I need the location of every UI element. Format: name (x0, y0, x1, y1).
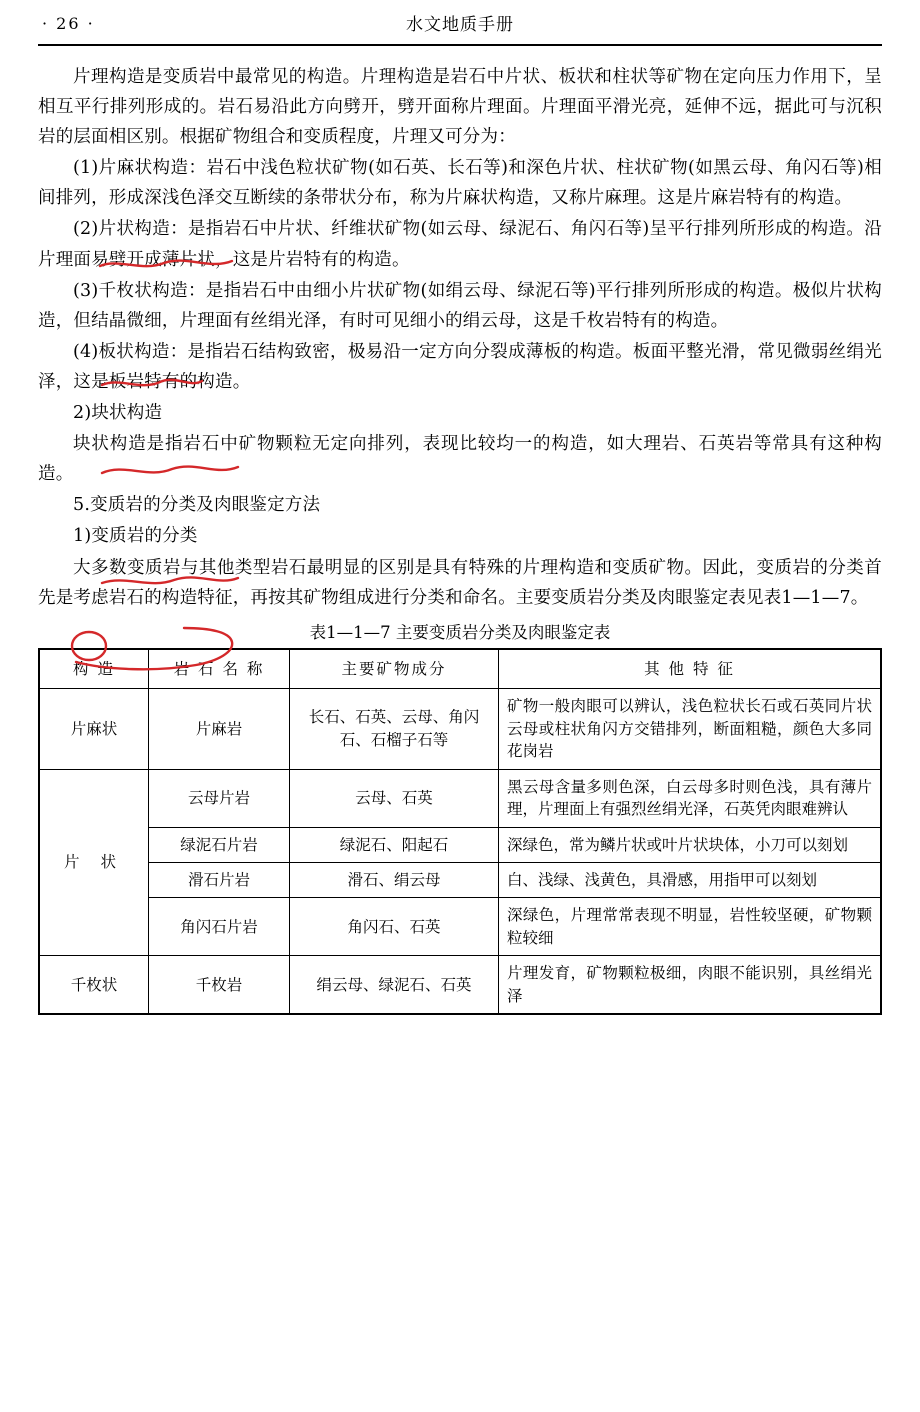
cell-rock-name: 滑石片岩 (149, 862, 290, 897)
header-divider (38, 44, 882, 46)
cell-rock-name: 角闪石片岩 (149, 898, 290, 956)
cell-features: 矿物一般肉眼可以辨认，浅色粒状长石或石英同片状云母或柱状角闪方交错排列，断面粗糙，颜色大多同花岗岩 (499, 689, 882, 769)
table-header-structure: 构 造 (39, 649, 149, 689)
table-row (39, 827, 881, 862)
metamorphic-rock-table (38, 648, 882, 1016)
cell-rock-name: 千枚岩 (149, 956, 290, 1014)
table-header-minerals: 主要矿物成分 (290, 649, 499, 689)
cell-minerals: 云母、石英 (290, 769, 499, 827)
cell-minerals: 角闪石、石英 (290, 898, 499, 956)
cell-minerals: 滑石、绢云母 (290, 862, 499, 897)
cell-minerals: 绢云母、绿泥石、石英 (290, 956, 499, 1014)
cell-structure: 片 状 (39, 769, 149, 956)
cell-rock-name: 绿泥石片岩 (149, 827, 290, 862)
table-row (39, 862, 881, 897)
cell-minerals: 长石、石英、云母、角闪石、石榴子石等 (290, 689, 499, 769)
paragraph-massive: 块状构造是指岩石中矿物颗粒无定向排列，表现比较均一的构造，如大理岩、石英岩等常具有这种构造。 (38, 434, 882, 485)
paragraph-classification-body: 大多数变质岩与其他类型岩石最明显的区别是具有特殊的片理构造和变质矿物。因此，变质岩的分类首先是考虑岩石的构造特征，再按其矿物组成进行分类和命名。主要变质岩分类及肉眼鉴定表见表1—1—7。 (38, 557, 882, 608)
paragraph-slaty: (4)板状构造：是指岩石结构致密，极易沿一定方向分裂成薄板的构造。板面平整光滑，常见微弱丝绢光泽，这是板岩特有的构造。 (38, 341, 882, 392)
heading-massive-structure: 2)块状构造 (73, 403, 163, 424)
cell-features: 黑云母含量多则色深，白云母多时则色浅，具有薄片理，片理面上有强烈丝绢光泽，石英凭肉眼难辨认 (499, 769, 882, 827)
paragraph-gneissic: (1)片麻状构造：岩石中浅色粒状矿物(如石英、长石等)和深色片状、柱状矿物(如黑云母、角闪石等)相间排列，形成深浅色泽交互断续的条带状分布，称为片麻状构造，又称片麻理。这是片麻岩特有的构造。 (38, 158, 882, 209)
cell-features: 白、浅绿、浅黄色，具滑感，用指甲可以刻划 (499, 862, 882, 897)
paragraph-phyllitic: (3)千枚状构造：是指岩石中由细小片状矿物(如绢云母、绿泥石等)平行排列所形成的构造。极似片状构造，但结晶微细，片理面有丝绢光泽，有时可见细小的绢云母，这是千枚岩特有的构造。 (38, 280, 882, 331)
paragraph-schistose: (2)片状构造：是指岩石中片状、纤维状矿物(如云母、绿泥石、角闪石等)呈平行排列所形成的构造。沿片理面易劈开成薄片状，这是片岩特有的构造。 (38, 219, 882, 270)
running-head: 水文地质手册 (406, 14, 514, 35)
cell-minerals: 绿泥石、阳起石 (290, 827, 499, 862)
cell-rock-name: 云母片岩 (149, 769, 290, 827)
table-row (39, 956, 881, 1014)
cell-features: 深绿色，片理常常表现不明显，岩性较坚硬，矿物颗粒较细 (499, 898, 882, 956)
table-caption: 表1—1—7 主要变质岩分类及肉眼鉴定表 (309, 622, 611, 642)
table-row (39, 769, 881, 827)
heading-classification-method: 5.变质岩的分类及肉眼鉴定方法 (73, 495, 321, 516)
paragraph-intro: 片理构造是变质岩中最常见的构造。片理构造是岩石中片状、板状和柱状等矿物在定向压力作用下，呈相互平行排列形成的。岩石易沿此方向劈开，劈开面称片理面。片理面平滑光亮，延伸不远，据此可与沉积岩的层面相区别。根据矿物组合和变质程度，片理又可分为： (38, 67, 882, 148)
cell-features: 片理发育，矿物颗粒极细，肉眼不能识别，具丝绢光泽 (499, 956, 882, 1014)
cell-structure: 千枚状 (39, 956, 149, 1014)
cell-structure: 片麻状 (39, 689, 149, 769)
table-header-features: 其 他 特 征 (499, 649, 882, 689)
table-header-rock-name: 岩 石 名 称 (149, 649, 290, 689)
page-header (38, 0, 882, 44)
folio-number: · 26 · (42, 14, 95, 33)
heading-classification: 1)变质岩的分类 (73, 526, 198, 547)
table-row (39, 689, 881, 769)
cell-features: 深绿色，常为鳞片状或叶片状块体，小刀可以刻划 (499, 827, 882, 862)
table-header-row (39, 649, 881, 689)
cell-rock-name: 片麻岩 (149, 689, 290, 769)
table-row (39, 898, 881, 956)
